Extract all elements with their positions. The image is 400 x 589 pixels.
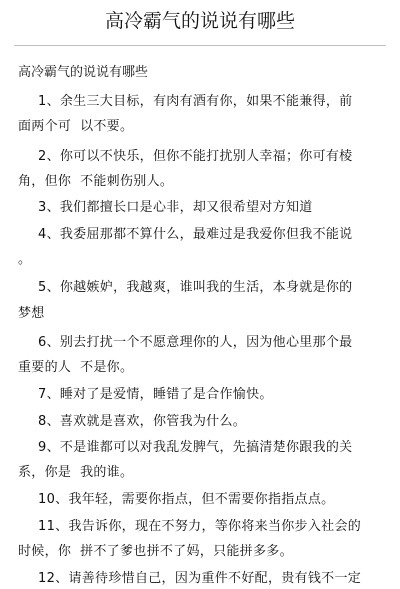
list-item-7-line-1: 7、睡对了是爱情，睡错了是合作愉快。: [38, 387, 273, 402]
list-item-1-line-2: 面两个可 以不要。: [18, 119, 134, 134]
list-item-5-line-2: 梦想: [18, 306, 45, 321]
title-divider: [14, 45, 386, 46]
list-item-5-line-1: 5、你越嫉妒，我越爽，谁叫我的生活，本身就是你的: [38, 280, 353, 295]
list-item-9-line-2: 系，你是 我的谁。: [18, 465, 134, 480]
section-heading: 高冷霸气的说说有哪些: [18, 65, 149, 80]
list-item-4-line-1: 4、我委屈那都不算什么，最难过是我爱你但我不能说: [38, 227, 353, 242]
list-item-11-line-2: 时候，你 拼不了爹也拼不了妈，只能拼多多。: [18, 544, 293, 559]
list-item-6-line-2: 重要的人 不是你。: [18, 360, 134, 375]
page-title: 高冷霸气的说说有哪些: [104, 10, 295, 32]
list-item-2-line-1: 2、你可以不快乐，但你不能打扰别人幸福；你可有棱: [38, 149, 353, 164]
list-item-10-line-1: 10、我年轻，需要你指点，但不需要你指指点点。: [38, 492, 335, 507]
list-item-8-line-1: 8、喜欢就是喜欢，你管我为什么。: [38, 414, 247, 429]
list-item-1-line-1: 1、余生三大目标，有肉有酒有你，如果不能兼得，前: [38, 94, 353, 109]
list-item-12-line-1: 12、请善待珍惜自己，因为重件不好配，贵有钱不一定: [38, 571, 362, 586]
list-item-3-line-1: 3、我们都擅长口是心非，却又很希望对方知道: [38, 200, 313, 215]
list-item-6-line-1: 6、别去打扰一个不愿意理你的人，因为他心里那个最: [38, 335, 353, 350]
list-item-11-line-1: 11、我告诉你，现在不努力，等你将来当你步入社会的: [38, 519, 362, 534]
list-item-9-line-1: 9、不是谁都可以对我乱发脾气，先搞清楚你跟我的关: [38, 440, 353, 455]
list-item-2-line-2: 角，但你 不能刺伤别人。: [18, 174, 174, 189]
list-item-4-line-2: 。: [18, 252, 32, 267]
